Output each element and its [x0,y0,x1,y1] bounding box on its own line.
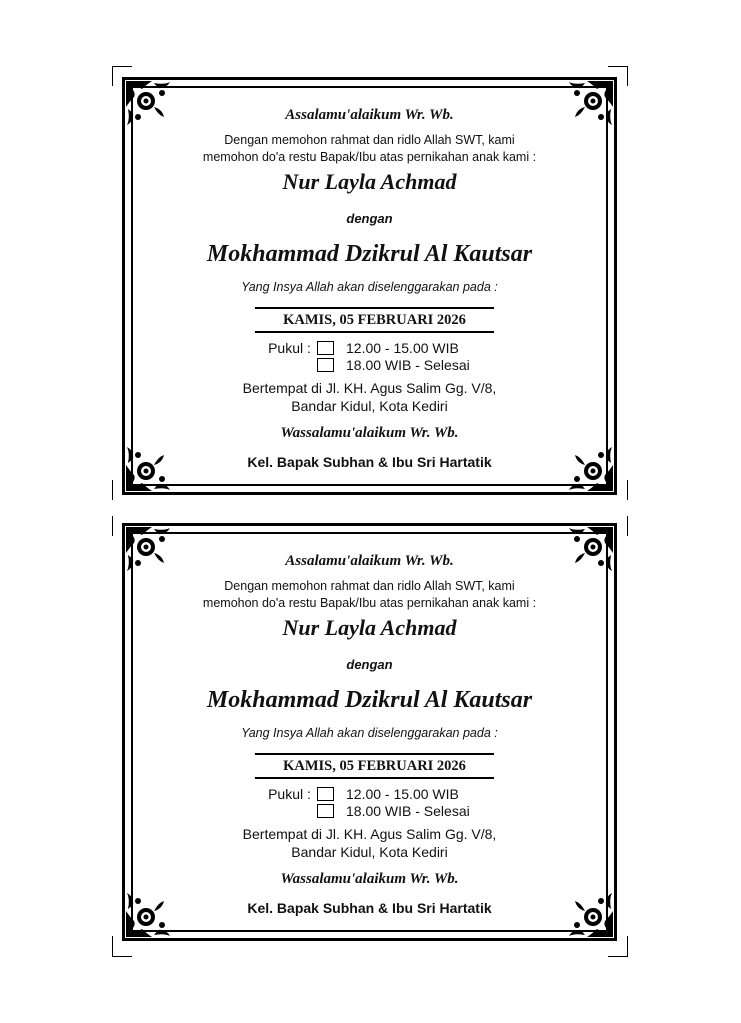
bride-name: Nur Layla Achmad [282,615,457,640]
time-row-2 [317,357,470,373]
crop-mark [627,516,628,536]
groom-name: Mokhammad Dzikrul Al Kautsar [206,241,533,267]
checkbox-icon[interactable] [317,358,334,372]
crop-mark [627,480,628,500]
invitation-content [125,80,614,492]
time-option-2: 18.00 WIB - Selesai [346,357,470,373]
time-label: Pukul : [268,340,311,356]
time-option-1: 12.00 - 15.00 WIB [346,786,459,802]
time-row-1 [262,786,459,802]
groom-name: Mokhammad Dzikrul Al Kautsar [206,687,533,713]
opening-greeting: Assalamu'alaikum Wr. Wb. [285,107,454,123]
venue-line-1: Bertempat di Jl. KH. Agus Salim Gg. V/8, [242,826,497,842]
crop-mark [112,66,113,86]
checkbox-icon[interactable] [317,787,334,801]
crop-mark [112,66,132,67]
time-label: Pukul : [268,786,311,802]
event-date: KAMIS, 05 FEBRUARI 2026 [255,753,494,779]
intro-line-2: memohon do'a restu Bapak/Ibu atas pernikahan anak kami : [202,150,537,164]
opening-greeting: Assalamu'alaikum Wr. Wb. [285,553,454,569]
checkbox-icon[interactable] [317,804,334,818]
time-option-1: 12.00 - 15.00 WIB [346,340,459,356]
intro-line-1: Dengan memohon rahmat dan ridlo Allah SWT, kami [224,579,515,593]
closing-greeting: Wassalamu'alaikum Wr. Wb. [280,871,459,887]
connector-text: dengan [346,211,393,226]
event-date: KAMIS, 05 FEBRUARI 2026 [255,307,494,333]
invitation-card [122,523,617,941]
closing-greeting: Wassalamu'alaikum Wr. Wb. [280,425,459,441]
time-row-2 [317,803,470,819]
crop-mark [608,956,628,957]
venue-line-2: Bandar Kidul, Kota Kediri [291,398,448,414]
invitation-content [125,526,614,938]
crop-mark [608,66,628,67]
time-row-1 [262,340,459,356]
checkbox-icon[interactable] [317,341,334,355]
family-name: Kel. Bapak Subhan & Ibu Sri Hartatik [247,454,492,470]
venue-line-2: Bandar Kidul, Kota Kediri [291,844,448,860]
connector-text: dengan [346,657,393,672]
invitation-card [122,77,617,495]
intro-line-2: memohon do'a restu Bapak/Ibu atas pernikahan anak kami : [202,596,537,610]
crop-mark [112,480,113,500]
crop-mark [627,66,628,86]
crop-mark [627,936,628,956]
schedule-intro: Yang Insya Allah akan diselenggarakan pada : [241,280,498,294]
intro-line-1: Dengan memohon rahmat dan ridlo Allah SWT, kami [224,133,515,147]
bride-name: Nur Layla Achmad [282,169,457,194]
family-name: Kel. Bapak Subhan & Ibu Sri Hartatik [247,900,492,916]
venue-line-1: Bertempat di Jl. KH. Agus Salim Gg. V/8, [242,380,497,396]
time-option-2: 18.00 WIB - Selesai [346,803,470,819]
schedule-intro: Yang Insya Allah akan diselenggarakan pada : [241,726,498,740]
crop-mark [112,956,132,957]
crop-mark [112,516,113,536]
crop-mark [112,936,113,956]
